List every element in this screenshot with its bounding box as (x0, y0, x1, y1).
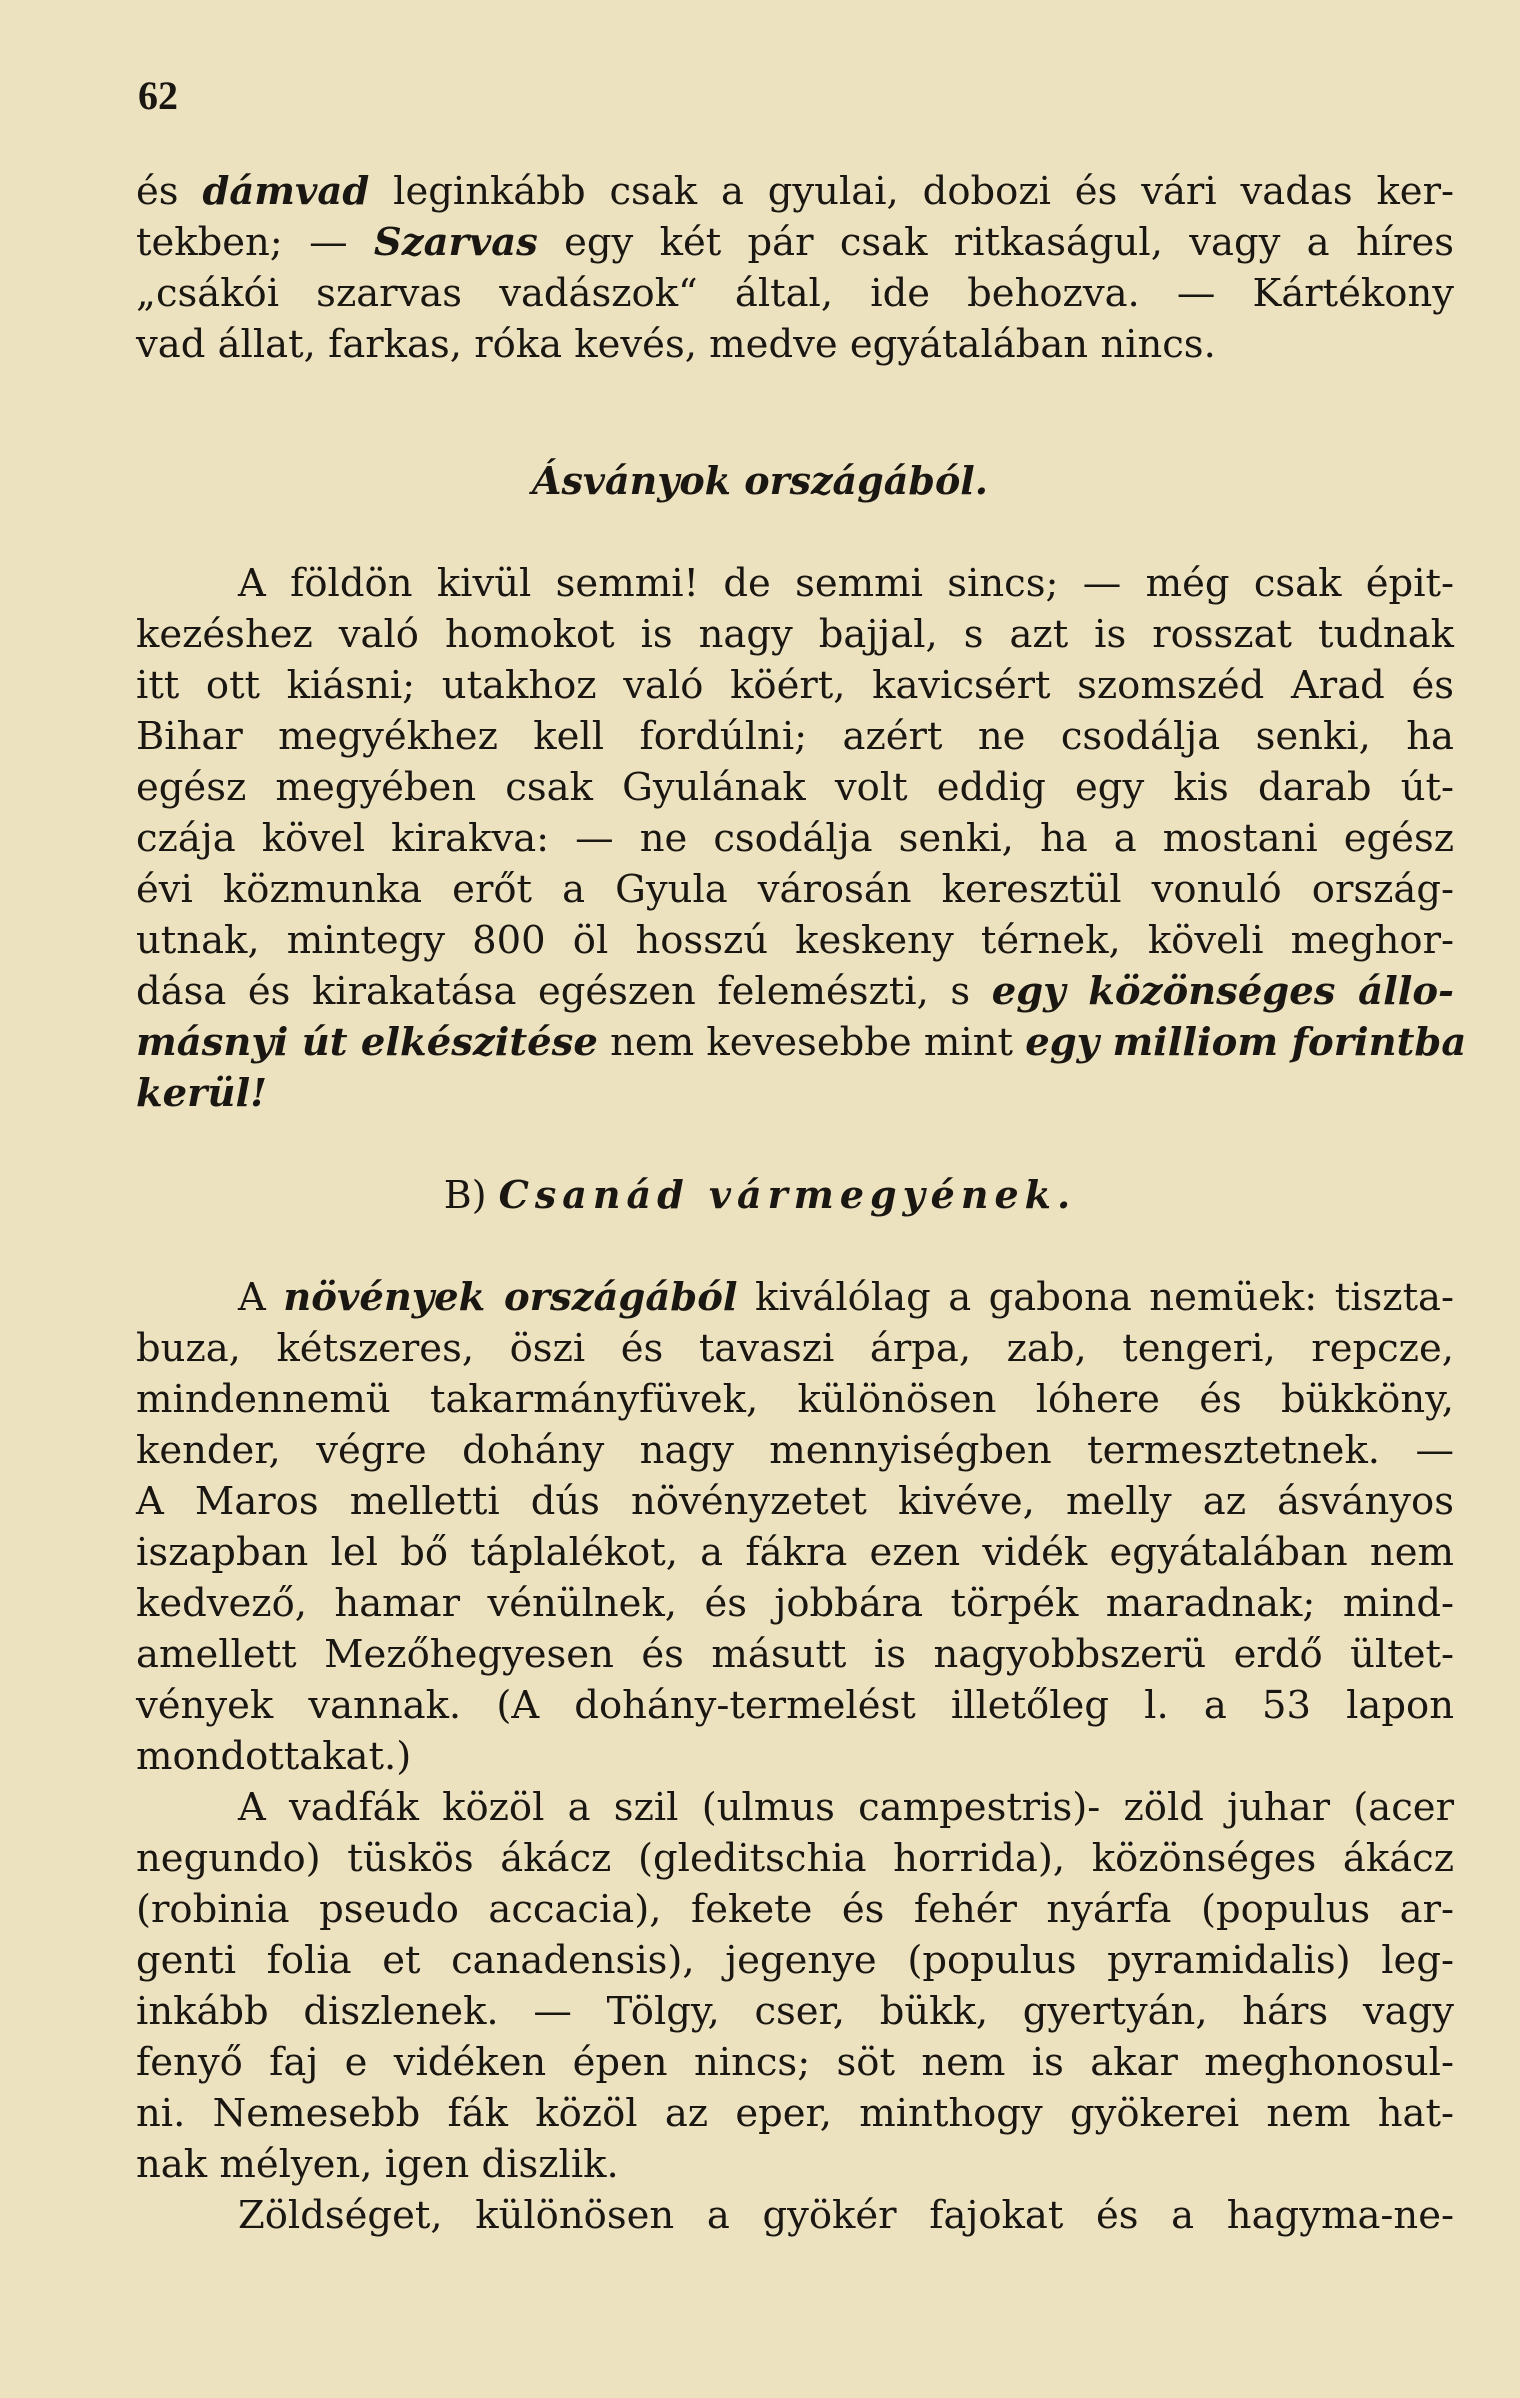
text-line: vad állat, farkas, róka kevés, medve egyátalában nincs. (136, 322, 1216, 367)
text-line: A földön kivül semmi! de semmi sincs; — még csak épit- (238, 561, 1454, 606)
paragraph-minerals (136, 558, 1467, 1119)
text-line: itt ott kiásni; utakhoz való köért, kavicsért szomszéd Arad és (136, 663, 1454, 708)
text-line: vények vannak. (A dohány-termelést illetőleg l. a 53 lapon (136, 1683, 1454, 1728)
text-line: czája kövel kirakva: — ne csodálja senki, ha a mostani egész (136, 816, 1454, 861)
text-line: utnak, mintegy 800 öl hosszú keskeny térnek, köveli meghor- (136, 918, 1454, 963)
text-line: tekben; — Szarvas egy két pár csak ritkaságul, vagy a híres (136, 220, 1454, 265)
text-line: kedvező, hamar vénülnek, és jobbára törpék maradnak; mind- (136, 1581, 1454, 1626)
paragraph-game (136, 166, 1454, 370)
text-line: kezéshez való homokot is nagy bajjal, s azt is rosszat tudnak (136, 612, 1454, 657)
text-line: A növények országából kiválólag a gabona nemüek: tiszta- (238, 1275, 1454, 1320)
text-line: kerül! (136, 1071, 267, 1116)
text-line: (robinia pseudo accacia), fekete és fehér nyárfa (populus ar- (136, 1887, 1454, 1932)
text-line: dása és kirakatása egészen felemészti, s egy közönséges állo- (136, 969, 1454, 1014)
text-line: A Maros melletti dús növényzetet kivéve, melly az ásványos (136, 1479, 1454, 1524)
text-line: és dámvad leginkább csak a gyulai, dobozi és vári vadas ker- (136, 169, 1455, 214)
paragraph-plants (136, 1272, 1454, 1782)
text-line: genti folia et canadensis), jegenye (populus pyramidalis) leg- (136, 1938, 1454, 1983)
text-line: fenyő faj e vidéken épen nincs; söt nem is akar meghonosul- (136, 2040, 1454, 2085)
text-line: „csákói szarvas vadászok“ által, ide behozva. — Kártékony (136, 271, 1454, 316)
text-line: Zöldséget, különösen a gyökér fajokat és a hagyma-ne- (238, 2193, 1454, 2238)
text-line: amellett Mezőhegyesen és másutt is nagyobbszerü erdő ültet- (136, 1632, 1454, 1677)
text-line: A vadfák közöl a szil (ulmus campestris)- zöld juhar (acer (238, 1785, 1454, 1830)
text-line: mindennemü takarmányfüvek, különösen lóhere és bükköny, (136, 1377, 1454, 1422)
section-heading-csanad: B) Csanád vármegyének. (443, 1172, 1077, 1217)
text-line: évi közmunka erőt a Gyula városán keresztül vonuló ország- (136, 867, 1454, 912)
paragraph-trees (136, 1782, 1454, 2190)
text-line: mondottakat.) (136, 1734, 412, 1779)
section-heading-minerals: Ásványok országából. (532, 458, 988, 503)
text-line: negundo) tüskös ákácz (gleditschia horrida), közönséges ákácz (136, 1836, 1454, 1881)
text-line: kender, végre dohány nagy mennyiségben termesztetnek. — (136, 1428, 1454, 1473)
text-line: iszapban lel bő táplalékot, a fákra ezen vidék egyátalában nem (136, 1530, 1454, 1575)
text-line: inkább diszlenek. — Tölgy, cser, bükk, gyertyán, hárs vagy (136, 1989, 1454, 2034)
text-line: ni. Nemesebb fák közöl az eper, minthogy gyökerei nem hat- (136, 2091, 1454, 2136)
text-line: másnyi út elkészitése nem kevesebbe mint egy milliom forintba (136, 1020, 1467, 1065)
paragraph-vegetables (136, 2190, 1454, 2241)
page-number: 62 (138, 73, 178, 118)
text-line: egész megyében csak Gyulának volt eddig egy kis darab út- (136, 765, 1454, 810)
text-line: nak mélyen, igen diszlik. (136, 2142, 619, 2187)
text-line: Bihar megyékhez kell fordúlni; azért ne csodálja senki, ha (136, 714, 1454, 759)
text-line: buza, kétszeres, öszi és tavaszi árpa, zab, tengeri, repcze, (136, 1326, 1454, 1371)
